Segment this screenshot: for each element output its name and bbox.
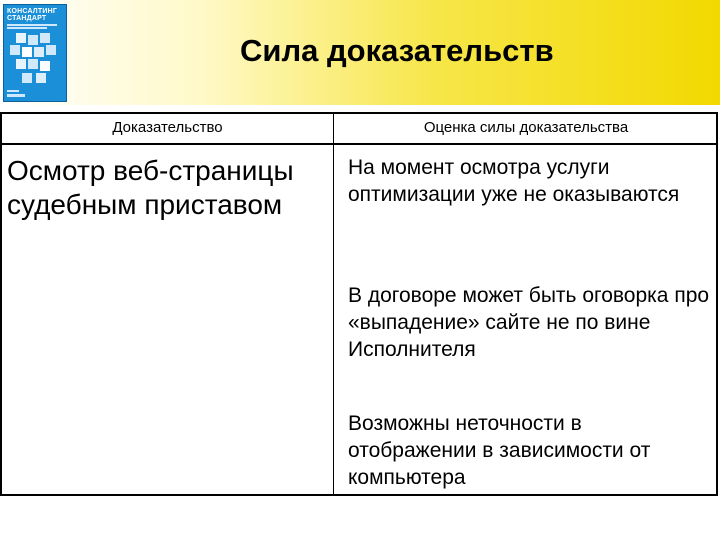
evidence-cell: Осмотр веб-страницы судебным приставом xyxy=(7,155,294,220)
evidence-table xyxy=(0,112,718,496)
logo-text: КОНСАЛТИНГ СТАНДАРТ xyxy=(7,8,58,22)
puzzle-icon xyxy=(8,31,64,89)
company-logo xyxy=(3,4,67,102)
slide-title: Сила доказательств xyxy=(240,33,554,68)
assessment-item: В договоре может быть оговорка про «выпадение» сайте не по вине Исполнителя xyxy=(348,284,710,361)
assessment-item: На момент осмотра услуги оптимизации уже не оказываются xyxy=(348,156,680,206)
header-divider xyxy=(2,143,716,145)
slide-header xyxy=(0,0,720,105)
column-divider xyxy=(333,114,334,494)
column-header-evidence: Доказательство xyxy=(112,119,223,136)
logo-subtitle xyxy=(7,24,59,29)
column-header-assessment: Оценка силы доказательства xyxy=(423,119,629,136)
assessment-item: Возможны неточности в отображении в зависимости от компьютера xyxy=(348,412,651,489)
